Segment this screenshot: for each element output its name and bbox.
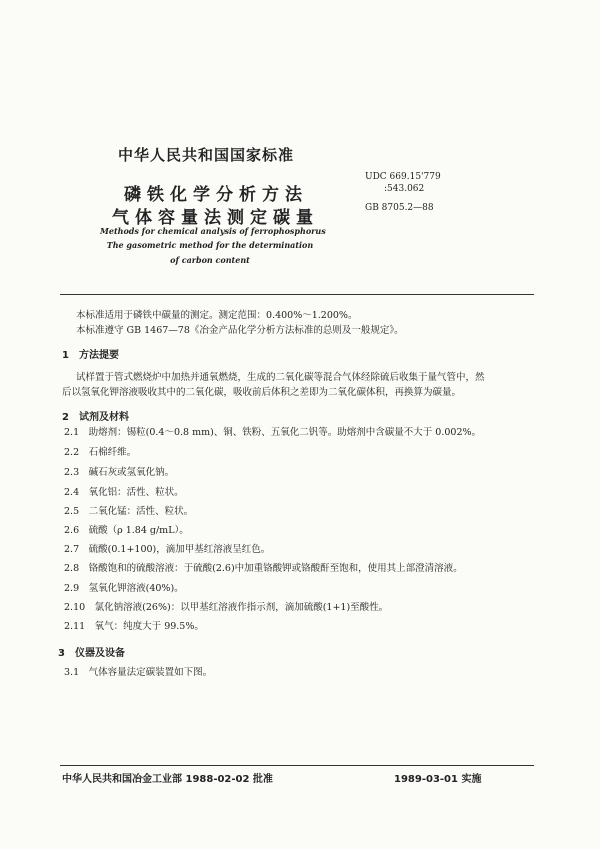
footer-divider <box>60 765 534 766</box>
effective-date: 1989-03-01 实施 <box>394 774 482 785</box>
reagent-text: 碱石灰或氢氧化钠。 <box>88 467 175 478</box>
reagent-num: 2.2 <box>64 447 80 458</box>
compliance-paragraph: 本标准遵守 GB 1467—78《冶金产品化学分析方法标准的总则及一般规定》。 <box>76 325 404 336</box>
reagent-item <box>64 522 189 536</box>
reagent-item <box>64 541 270 555</box>
approval-line: 中华人民共和国冶金工业部 1988-02-02 批准 <box>62 774 273 785</box>
reagent-item <box>64 599 388 613</box>
reagent-text: 铬酸饱和的硫酸溶液：于硫酸(2.6)中加重铬酸钾或铬酸酐至饱和，使用其上部澄清溶液。 <box>88 563 463 574</box>
apparatus-item <box>64 664 212 678</box>
reagent-text: 氢氧化钾溶液(40%)。 <box>88 583 184 594</box>
section2-heading: 2 试剂及材料 <box>62 412 129 423</box>
reagent-text: 硫酸(0.1+100)，滴加甲基红溶液呈红色。 <box>88 544 271 555</box>
reagent-text: 石棉纤维。 <box>88 447 137 458</box>
reagent-text: 助熔剂：锡粒(0.4～0.8 mm)、铜、铁粉、五氧化二钒等。助熔剂中含碳量不大于 0.002%。 <box>88 427 482 438</box>
reagent-num: 2.8 <box>64 563 80 574</box>
udc-code-line2: :543.062 <box>384 184 425 194</box>
reagent-item <box>64 444 136 458</box>
section3-heading: 3 仪器及设备 <box>58 648 125 659</box>
section1-paragraph-line2: 后以氢氧化钾溶液吸收其中的二氧化碳，吸收前后体积之差即为二氧化碳体积，再换算为碳量。 <box>62 387 462 398</box>
reagent-num: 2.6 <box>64 525 80 536</box>
reagent-num: 2.3 <box>64 467 80 478</box>
reagent-num: 2.1 <box>64 427 80 438</box>
section1-paragraph-line1: 试样置于管式燃烧炉中加热并通氧燃烧，生成的二氧化碳等混合气体经除硫后收集于量气管中，然 <box>76 372 485 383</box>
title-cn-line2: 气体容量法测定碳量 <box>112 208 319 228</box>
reagent-text: 氧化铝：活性、粒状。 <box>88 487 184 498</box>
standard-number: GB 8705.2—88 <box>365 203 434 213</box>
reagent-item <box>64 580 184 594</box>
reagent-item <box>64 618 204 632</box>
title-en-line3: of carbon content <box>170 255 250 265</box>
apparatus-text: 气体容量法定碳装置如下图。 <box>88 667 213 678</box>
reagent-item <box>64 503 193 517</box>
reagent-num: 2.9 <box>64 583 80 594</box>
reagent-item <box>64 464 174 478</box>
reagent-item <box>64 560 463 574</box>
udc-code-line1: UDC 669.15'779 <box>365 172 441 182</box>
reagent-item <box>64 424 481 438</box>
apparatus-num: 3.1 <box>64 667 80 678</box>
section1-heading: 1 方法提要 <box>62 350 119 361</box>
issuing-authority: 中华人民共和国国家标准 <box>118 146 295 164</box>
title-en-line1: Methods for chemical analysis of ferrophosphorus <box>100 226 326 236</box>
reagent-num: 2.4 <box>64 487 80 498</box>
reagent-text: 二氧化锰：活性、粒状。 <box>88 506 194 517</box>
reagent-item <box>64 484 184 498</box>
reagent-num: 2.10 <box>64 602 86 613</box>
reagent-num: 2.5 <box>64 506 80 517</box>
scope-paragraph: 本标准适用于磷铁中碳量的测定。测定范围：0.400%～1.200%。 <box>76 310 358 321</box>
reagent-num: 2.11 <box>64 621 86 632</box>
title-en-line2: The gasometric method for the determination <box>106 240 314 250</box>
reagent-num: 2.7 <box>64 544 80 555</box>
title-cn-line1: 磷铁化学分析方法 <box>124 185 308 205</box>
reagent-text: 氯化钠溶液(26%)：以甲基红溶液作指示剂，滴加硫酸(1+1)至酸性。 <box>94 602 389 613</box>
reagent-text: 氧气：纯度大于 99.5%。 <box>94 621 204 632</box>
header-divider <box>60 294 534 295</box>
reagent-text: 硫酸（ρ 1.84 g/mL）。 <box>88 525 189 536</box>
